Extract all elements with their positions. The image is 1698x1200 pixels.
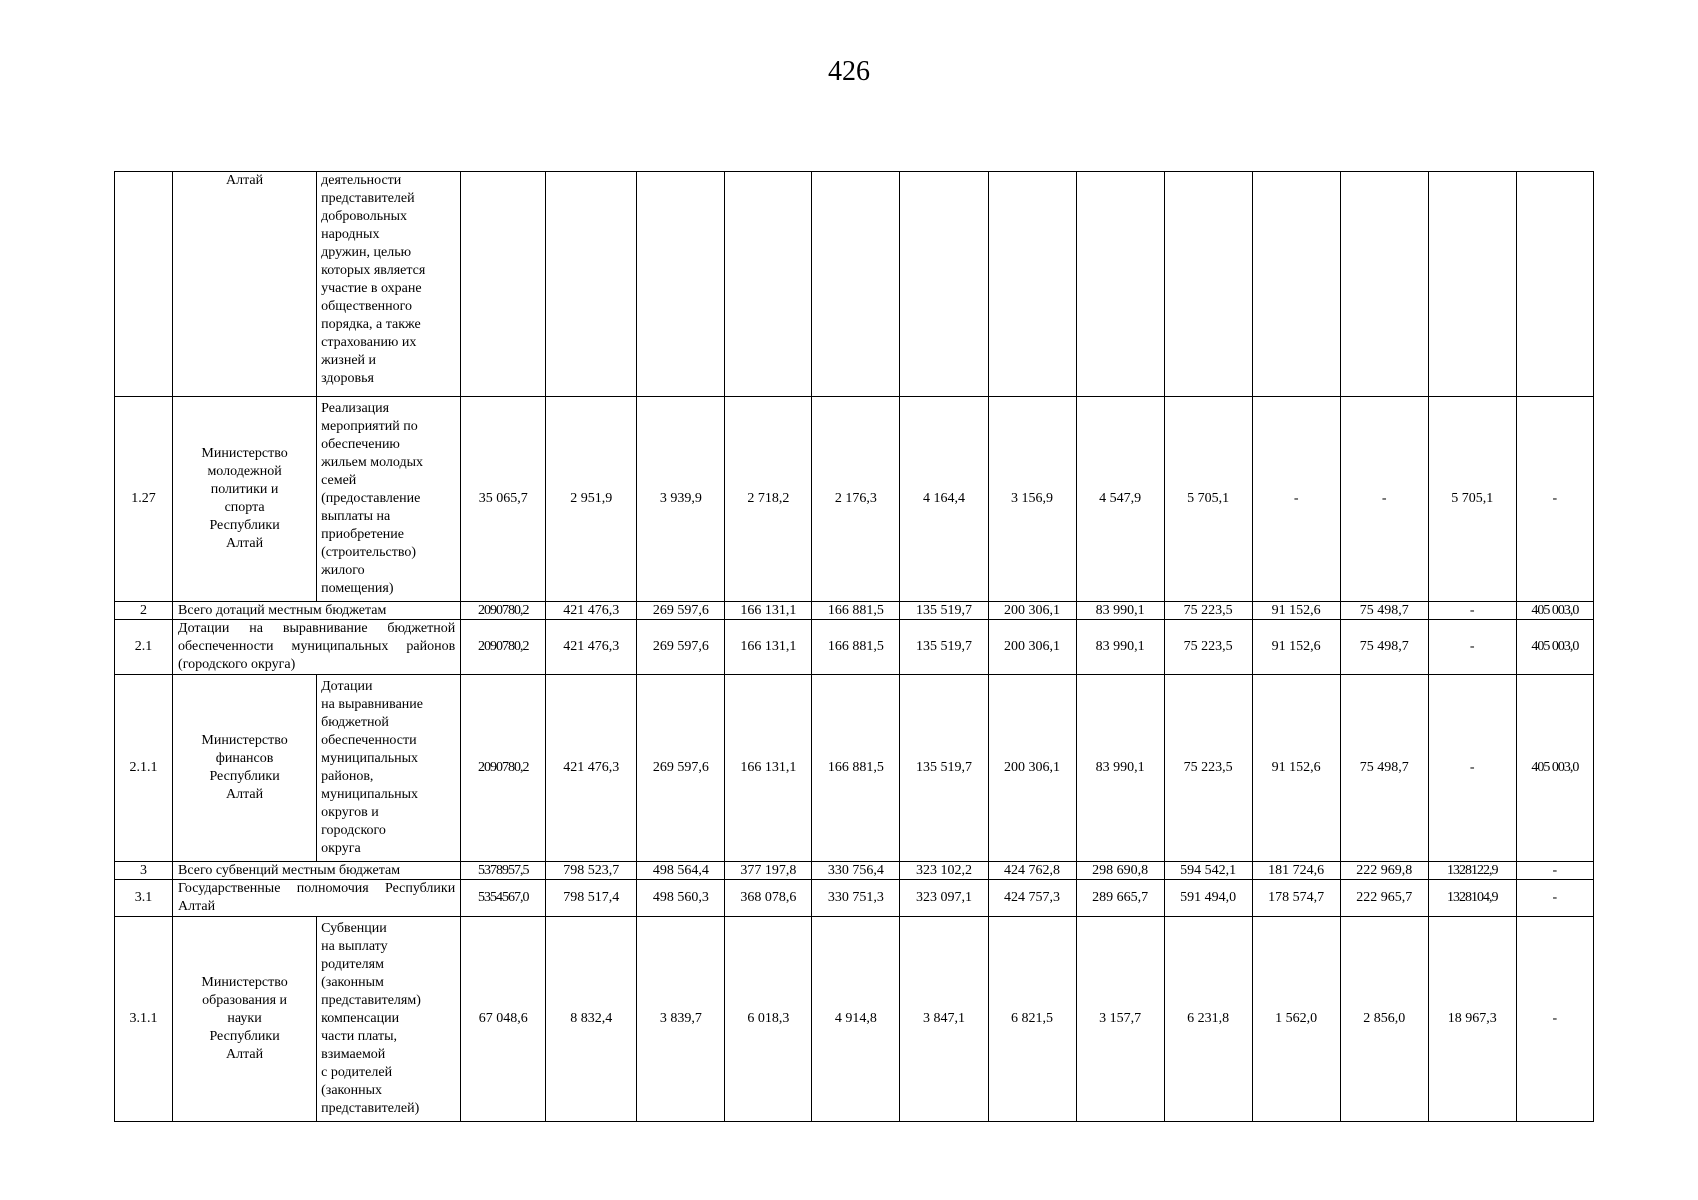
row-value: 75 498,7 [1340, 620, 1428, 675]
row-value: 3 157,7 [1076, 917, 1164, 1122]
row-value: 135 519,7 [900, 620, 988, 675]
row-value [637, 172, 725, 397]
row-value [1252, 172, 1340, 397]
row-value: 269 597,6 [637, 602, 725, 620]
table-row-3-1 [115, 880, 1594, 917]
row-value: 6 231,8 [1164, 917, 1252, 1122]
row-value: 3 839,7 [637, 917, 725, 1122]
table-row-3-1-1 [115, 917, 1594, 1122]
row-value: 2 856,0 [1340, 917, 1428, 1122]
row-value: 8 832,4 [546, 917, 637, 1122]
row-description: деятельности представителей добровольных народных дружин, целью которых является участие в охране общественного порядка, а также страхованию их жизней и здоровья [317, 172, 461, 397]
row-value: 323 097,1 [900, 880, 988, 917]
row-value [1076, 172, 1164, 397]
row-value: 424 757,3 [988, 880, 1076, 917]
row-value: 75 223,5 [1164, 620, 1252, 675]
row-value: - [1516, 917, 1593, 1122]
row-value: 330 751,3 [812, 880, 900, 917]
row-value: 368 078,6 [725, 880, 812, 917]
row-value: 135 519,7 [900, 602, 988, 620]
row-number: 3.1 [115, 880, 173, 917]
row-value: 330 756,4 [812, 862, 900, 880]
row-value: 498 560,3 [637, 880, 725, 917]
row-value: 75 498,7 [1340, 675, 1428, 862]
row-organization: Министерство образования и науки Республики Алтай [173, 917, 317, 1122]
row-value: 2 718,2 [725, 397, 812, 602]
row-value: 166 881,5 [812, 602, 900, 620]
row-number: 2.1 [115, 620, 173, 675]
row-value: - [1340, 397, 1428, 602]
row-value: 166 881,5 [812, 675, 900, 862]
row-value: 18 967,3 [1428, 917, 1516, 1122]
row-value: - [1516, 862, 1593, 880]
row-value: 166 131,1 [725, 602, 812, 620]
row-value: 377 197,8 [725, 862, 812, 880]
row-value: 75 498,7 [1340, 602, 1428, 620]
row-number [115, 172, 173, 397]
row-value: - [1516, 880, 1593, 917]
row-value: 421 476,3 [546, 675, 637, 862]
row-value [900, 172, 988, 397]
row-value [725, 172, 812, 397]
row-value-total: 5378957,5 [461, 862, 546, 880]
row-value: 798 517,4 [546, 880, 637, 917]
row-value: 2 176,3 [812, 397, 900, 602]
row-value: 83 990,1 [1076, 675, 1164, 862]
row-value: 421 476,3 [546, 620, 637, 675]
row-value: 222 969,8 [1340, 862, 1428, 880]
table-row-2-1-1 [115, 675, 1594, 862]
row-value: 181 724,6 [1252, 862, 1340, 880]
row-number: 2.1.1 [115, 675, 173, 862]
row-label: Всего субвенций местным бюджетам [173, 862, 461, 880]
row-value: - [1428, 602, 1516, 620]
row-value: 269 597,6 [637, 620, 725, 675]
row-value [546, 172, 637, 397]
row-value: 4 914,8 [812, 917, 900, 1122]
row-description: Дотации на выравнивание бюджетной обеспеченности муниципальных районов, муниципальных округов и городского округа [317, 675, 461, 862]
row-number: 1.27 [115, 397, 173, 602]
row-value: 1 562,0 [1252, 917, 1340, 1122]
row-value: 298 690,8 [1076, 862, 1164, 880]
row-value: 91 152,6 [1252, 620, 1340, 675]
table-row-2-1 [115, 620, 1594, 675]
row-value: - [1428, 675, 1516, 862]
row-number: 3.1.1 [115, 917, 173, 1122]
row-value: 200 306,1 [988, 675, 1076, 862]
row-value [812, 172, 900, 397]
row-value: 798 523,7 [546, 862, 637, 880]
row-value: 2 951,9 [546, 397, 637, 602]
row-value-total: 2090780,2 [461, 620, 546, 675]
row-value: - [1516, 397, 1593, 602]
row-label: Дотации на выравнивание бюджетной обеспеченности муниципальных районов (городского округа) [173, 620, 461, 675]
row-value: 594 542,1 [1164, 862, 1252, 880]
row-value: - [1252, 397, 1340, 602]
row-organization: Министерство финансов Республики Алтай [173, 675, 317, 862]
row-value: 6 821,5 [988, 917, 1076, 1122]
row-value: 424 762,8 [988, 862, 1076, 880]
row-value: 75 223,5 [1164, 675, 1252, 862]
row-number: 2 [115, 602, 173, 620]
row-value: 135 519,7 [900, 675, 988, 862]
row-value: 289 665,7 [1076, 880, 1164, 917]
table-row-continuation [115, 172, 1594, 397]
row-value: 405 003,0 [1516, 620, 1593, 675]
row-value: 222 965,7 [1340, 880, 1428, 917]
row-value: 3 156,9 [988, 397, 1076, 602]
row-value: 166 881,5 [812, 620, 900, 675]
row-description: Реализация мероприятий по обеспечению жильем молодых семей (предоставление выплаты на приобретение (строительство) жилого помещения) [317, 397, 461, 602]
row-value-total [461, 172, 546, 397]
row-value: - [1428, 620, 1516, 675]
row-value: 166 131,1 [725, 675, 812, 862]
row-value: 5 705,1 [1428, 397, 1516, 602]
row-value: 166 131,1 [725, 620, 812, 675]
row-value [1516, 172, 1593, 397]
row-value: 200 306,1 [988, 602, 1076, 620]
row-value: 323 102,2 [900, 862, 988, 880]
row-value: 4 164,4 [900, 397, 988, 602]
row-value: 6 018,3 [725, 917, 812, 1122]
row-value-total: 67 048,6 [461, 917, 546, 1122]
row-organization: Алтай [173, 172, 317, 397]
row-value-total: 2090780,2 [461, 602, 546, 620]
row-value [1428, 172, 1516, 397]
row-value: 591 494,0 [1164, 880, 1252, 917]
row-value: 5 705,1 [1164, 397, 1252, 602]
row-value [1340, 172, 1428, 397]
row-value: 498 564,4 [637, 862, 725, 880]
row-number: 3 [115, 862, 173, 880]
table-row-1-27 [115, 397, 1594, 602]
row-value: 3 939,9 [637, 397, 725, 602]
table-row-3 [115, 862, 1594, 880]
row-value-total: 5354567,0 [461, 880, 546, 917]
row-description: Субвенции на выплату родителям (законным представителям) компенсации части платы, взимаемой с родителей (законных представителей) [317, 917, 461, 1122]
page-number: 426 [828, 56, 870, 87]
row-value: 178 574,7 [1252, 880, 1340, 917]
row-value-total: 35 065,7 [461, 397, 546, 602]
row-organization: Министерство молодежной политики и спорта Республики Алтай [173, 397, 317, 602]
row-value: 83 990,1 [1076, 620, 1164, 675]
row-value: 3 847,1 [900, 917, 988, 1122]
row-value: 83 990,1 [1076, 602, 1164, 620]
table-row-2 [115, 602, 1594, 620]
row-label: Всего дотаций местным бюджетам [173, 602, 461, 620]
row-value [988, 172, 1076, 397]
row-value: 91 152,6 [1252, 602, 1340, 620]
row-value: 421 476,3 [546, 602, 637, 620]
row-value: 405 003,0 [1516, 675, 1593, 862]
row-value: 1328122,9 [1428, 862, 1516, 880]
row-value: 405 003,0 [1516, 602, 1593, 620]
row-value: 1328104,9 [1428, 880, 1516, 917]
budget-table [114, 171, 1594, 1122]
row-value: 200 306,1 [988, 620, 1076, 675]
row-value: 75 223,5 [1164, 602, 1252, 620]
row-label: Государственные полномочия Республики Алтай [173, 880, 461, 917]
row-value: 4 547,9 [1076, 397, 1164, 602]
row-value: 269 597,6 [637, 675, 725, 862]
row-value: 91 152,6 [1252, 675, 1340, 862]
row-value-total: 2090780,2 [461, 675, 546, 862]
row-value [1164, 172, 1252, 397]
